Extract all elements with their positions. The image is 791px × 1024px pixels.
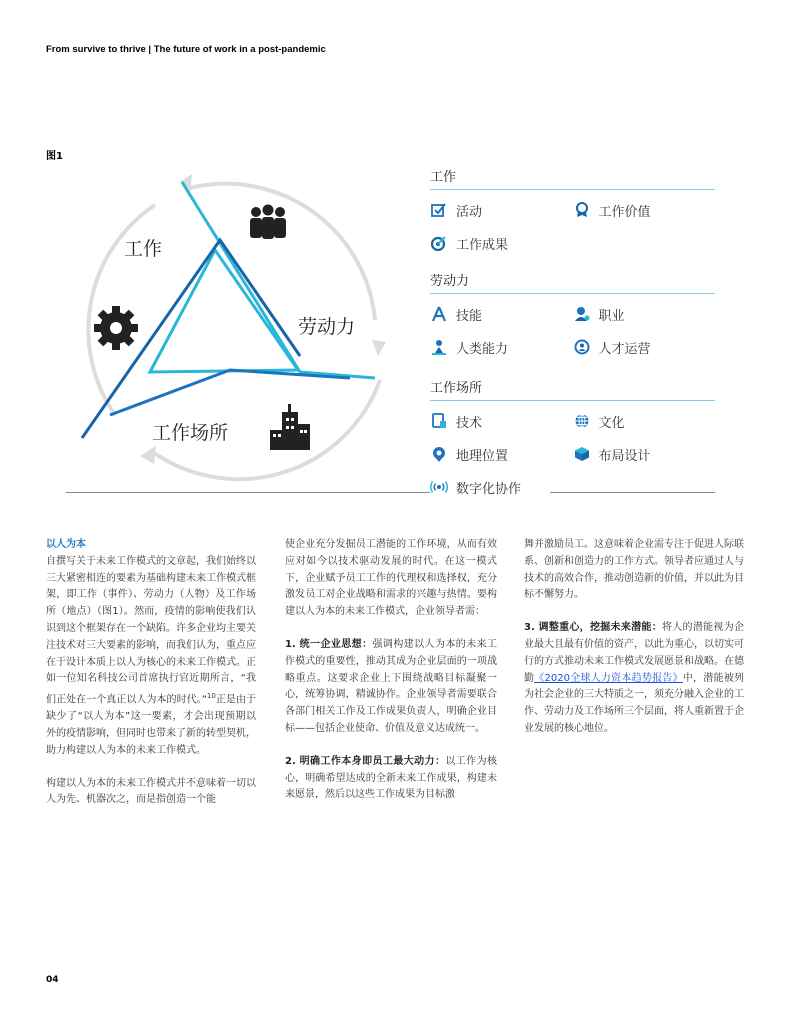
workforce-item-human-capability	[430, 338, 573, 357]
col1-paragraph-2: 构建以人为本的未来工作模式并不意味着一切以人为先、机器次之，而是指创造一个能	[46, 777, 256, 806]
workplace-item-culture-label: 文化	[598, 415, 625, 431]
page-number: 04	[46, 975, 59, 985]
col2-item-1	[285, 637, 497, 738]
body-column-2	[285, 537, 497, 820]
col3-item-3-text-b: 中，潜能被列为社会企业的三大特质之一，须充分融入企业的工作、劳动力及工作场所三个层面，将人重新置于企业发展的核心地位。	[524, 672, 745, 734]
panel-work-title: 工作	[430, 166, 715, 190]
workplace-item-layout-label: 布局设计	[598, 448, 651, 464]
device-icon	[430, 412, 448, 430]
panel-workplace-title: 工作场所	[430, 377, 715, 401]
workplace-item-technology-label: 技术	[456, 415, 483, 431]
section-heading: 以人为本	[46, 539, 86, 550]
work-item-value-label: 工作价值	[598, 204, 651, 220]
human-capability-icon	[430, 338, 448, 356]
work-item-activity	[430, 201, 573, 220]
award-icon	[573, 201, 591, 219]
skills-icon	[430, 305, 448, 323]
col3-paragraph-1: 舞并激励员工。这意味着企业需专注于促进人际联系、创新和创造力的工作方式。领导者应通过人与技术的高效合作，推动创造新的价值，并以此为目标不懈努力。	[524, 539, 744, 601]
globe-icon	[573, 412, 591, 430]
workplace-item-layout	[573, 445, 716, 464]
workforce-item-talent-ops-label: 人才运营	[598, 341, 651, 357]
person-icon	[573, 305, 591, 323]
figure-rule-left	[66, 492, 430, 493]
col1-p1-tail: 正是由于缺少了“以人为本”这一要素，才会出现预期以外的疫情影响，但同时也带来了新的转型契机，助力构建以人为本的未来工作模式。	[46, 694, 257, 756]
figure-label: 图1	[46, 151, 63, 162]
col3-item-3	[524, 620, 744, 738]
col2-item-2	[285, 754, 497, 804]
workforce-item-occupation-label: 职业	[598, 308, 625, 324]
arrow-head-right	[372, 340, 386, 356]
workplace-item-location-label: 地理位置	[456, 448, 509, 464]
framework-diagram	[60, 160, 420, 490]
col1-paragraph-1	[46, 554, 256, 760]
diagram-label-work: 工作	[124, 238, 163, 260]
col3-item-3-lead: 3. 调整重心，挖掘未来潜能：	[524, 622, 662, 634]
report-link[interactable]: 《2020全球人力资本趋势报告》	[534, 672, 683, 684]
workforce-item-skills	[430, 305, 573, 324]
col2-item-2-lead: 2. 明确工作本身即员工最大动力：	[285, 755, 446, 767]
col1-p1-text: 自撰写关于未来工作模式的文章起，我们始终以三大紧密相连的要素为基础构建未来工作模式框架，即工作（事件）、劳动力（人物）及工作场所（地点）（图1）。然而，疫情的影响使我们认识到这个框架存在一个缺陷。许多企业均主要关注技术对三大要素的影响，而我们认为，重点应在于设计本质上以人为核心的未来工作模式。正如一位知名科技公司首席执行官近期所言，“我们正处在一个真正以人为本的时代。”	[46, 555, 256, 706]
workplace-item-culture	[573, 412, 716, 431]
arrow-head-bottom	[140, 446, 156, 464]
checkbox-icon	[430, 201, 448, 219]
col2-item-1-lead: 1. 统一企业思想：	[285, 638, 373, 650]
diagram-label-workforce: 劳动力	[298, 316, 356, 338]
work-item-activity-label: 活动	[456, 204, 483, 220]
workforce-item-human-capability-label: 人类能力	[456, 341, 509, 357]
col2-item-1-text: 强调构建以人为本的未来工作模式的重要性，推动其成为企业层面的一项战略重点。这要求企业上下围绕战略目标凝聚一心，统筹协调，精诚协作。企业领导者需要联合各部门相关工作及工作成果负责人，明确企业目标——包括企业使命、价值及意义达成统一。	[285, 638, 498, 734]
panel-workplace	[430, 377, 715, 500]
cube-icon	[573, 445, 591, 463]
workplace-item-digital-collab-label: 数字化协作	[456, 481, 522, 497]
col3-item-3-text-a: 将人的潜能视为企业最大且最有价值的资产，以此为重心，以切实可行的方式推动未来工作模式发展愿景和战略。在德勤	[524, 622, 744, 684]
footnote-ref: 10	[206, 692, 216, 701]
running-header: From survive to thrive | The future of work in a post-pandemic	[46, 44, 326, 55]
framework-diagram-svg	[60, 160, 420, 490]
workplace-item-digital-collab	[430, 478, 630, 497]
workforce-item-talent-ops	[573, 338, 716, 357]
col2-item-2-text: 以工作为核心，明确希望达成的全新未来工作成果，构建未来愿景，然后以这些工作成果为目标激	[285, 755, 497, 801]
workplace-item-location	[430, 445, 573, 464]
figure-rule-right	[550, 492, 715, 493]
panel-workforce	[430, 270, 715, 360]
work-item-value	[573, 201, 716, 220]
workforce-item-occupation	[573, 305, 716, 324]
broadcast-icon	[430, 478, 448, 496]
body-column-3	[524, 537, 744, 754]
work-item-outcome-label: 工作成果	[456, 237, 509, 253]
panel-work	[430, 166, 715, 256]
buildings-icon	[270, 404, 310, 450]
gear-icon	[94, 306, 138, 350]
diagram-label-workplace: 工作场所	[152, 422, 229, 444]
talent-ops-icon	[573, 338, 591, 356]
workforce-item-skills-label: 技能	[456, 308, 483, 324]
col2-paragraph-1: 使企业充分发掘员工潜能的工作环境，从而有效应对如今以技术驱动发展的时代。在这一模式下，企业赋予员工工作的代理权和选择权，充分激发员工对企业战略和需求的兴趣与热情。要构建以人为本的未来工作模式，企业领导者需：	[285, 539, 497, 618]
target-icon	[430, 234, 448, 252]
workplace-item-technology	[430, 412, 573, 431]
panel-workforce-title: 劳动力	[430, 270, 715, 294]
people-icon	[250, 205, 286, 240]
triangle-dark-line-b	[110, 370, 350, 415]
location-pin-icon	[430, 445, 448, 463]
body-column-1	[46, 537, 256, 825]
work-item-outcome	[430, 234, 590, 253]
